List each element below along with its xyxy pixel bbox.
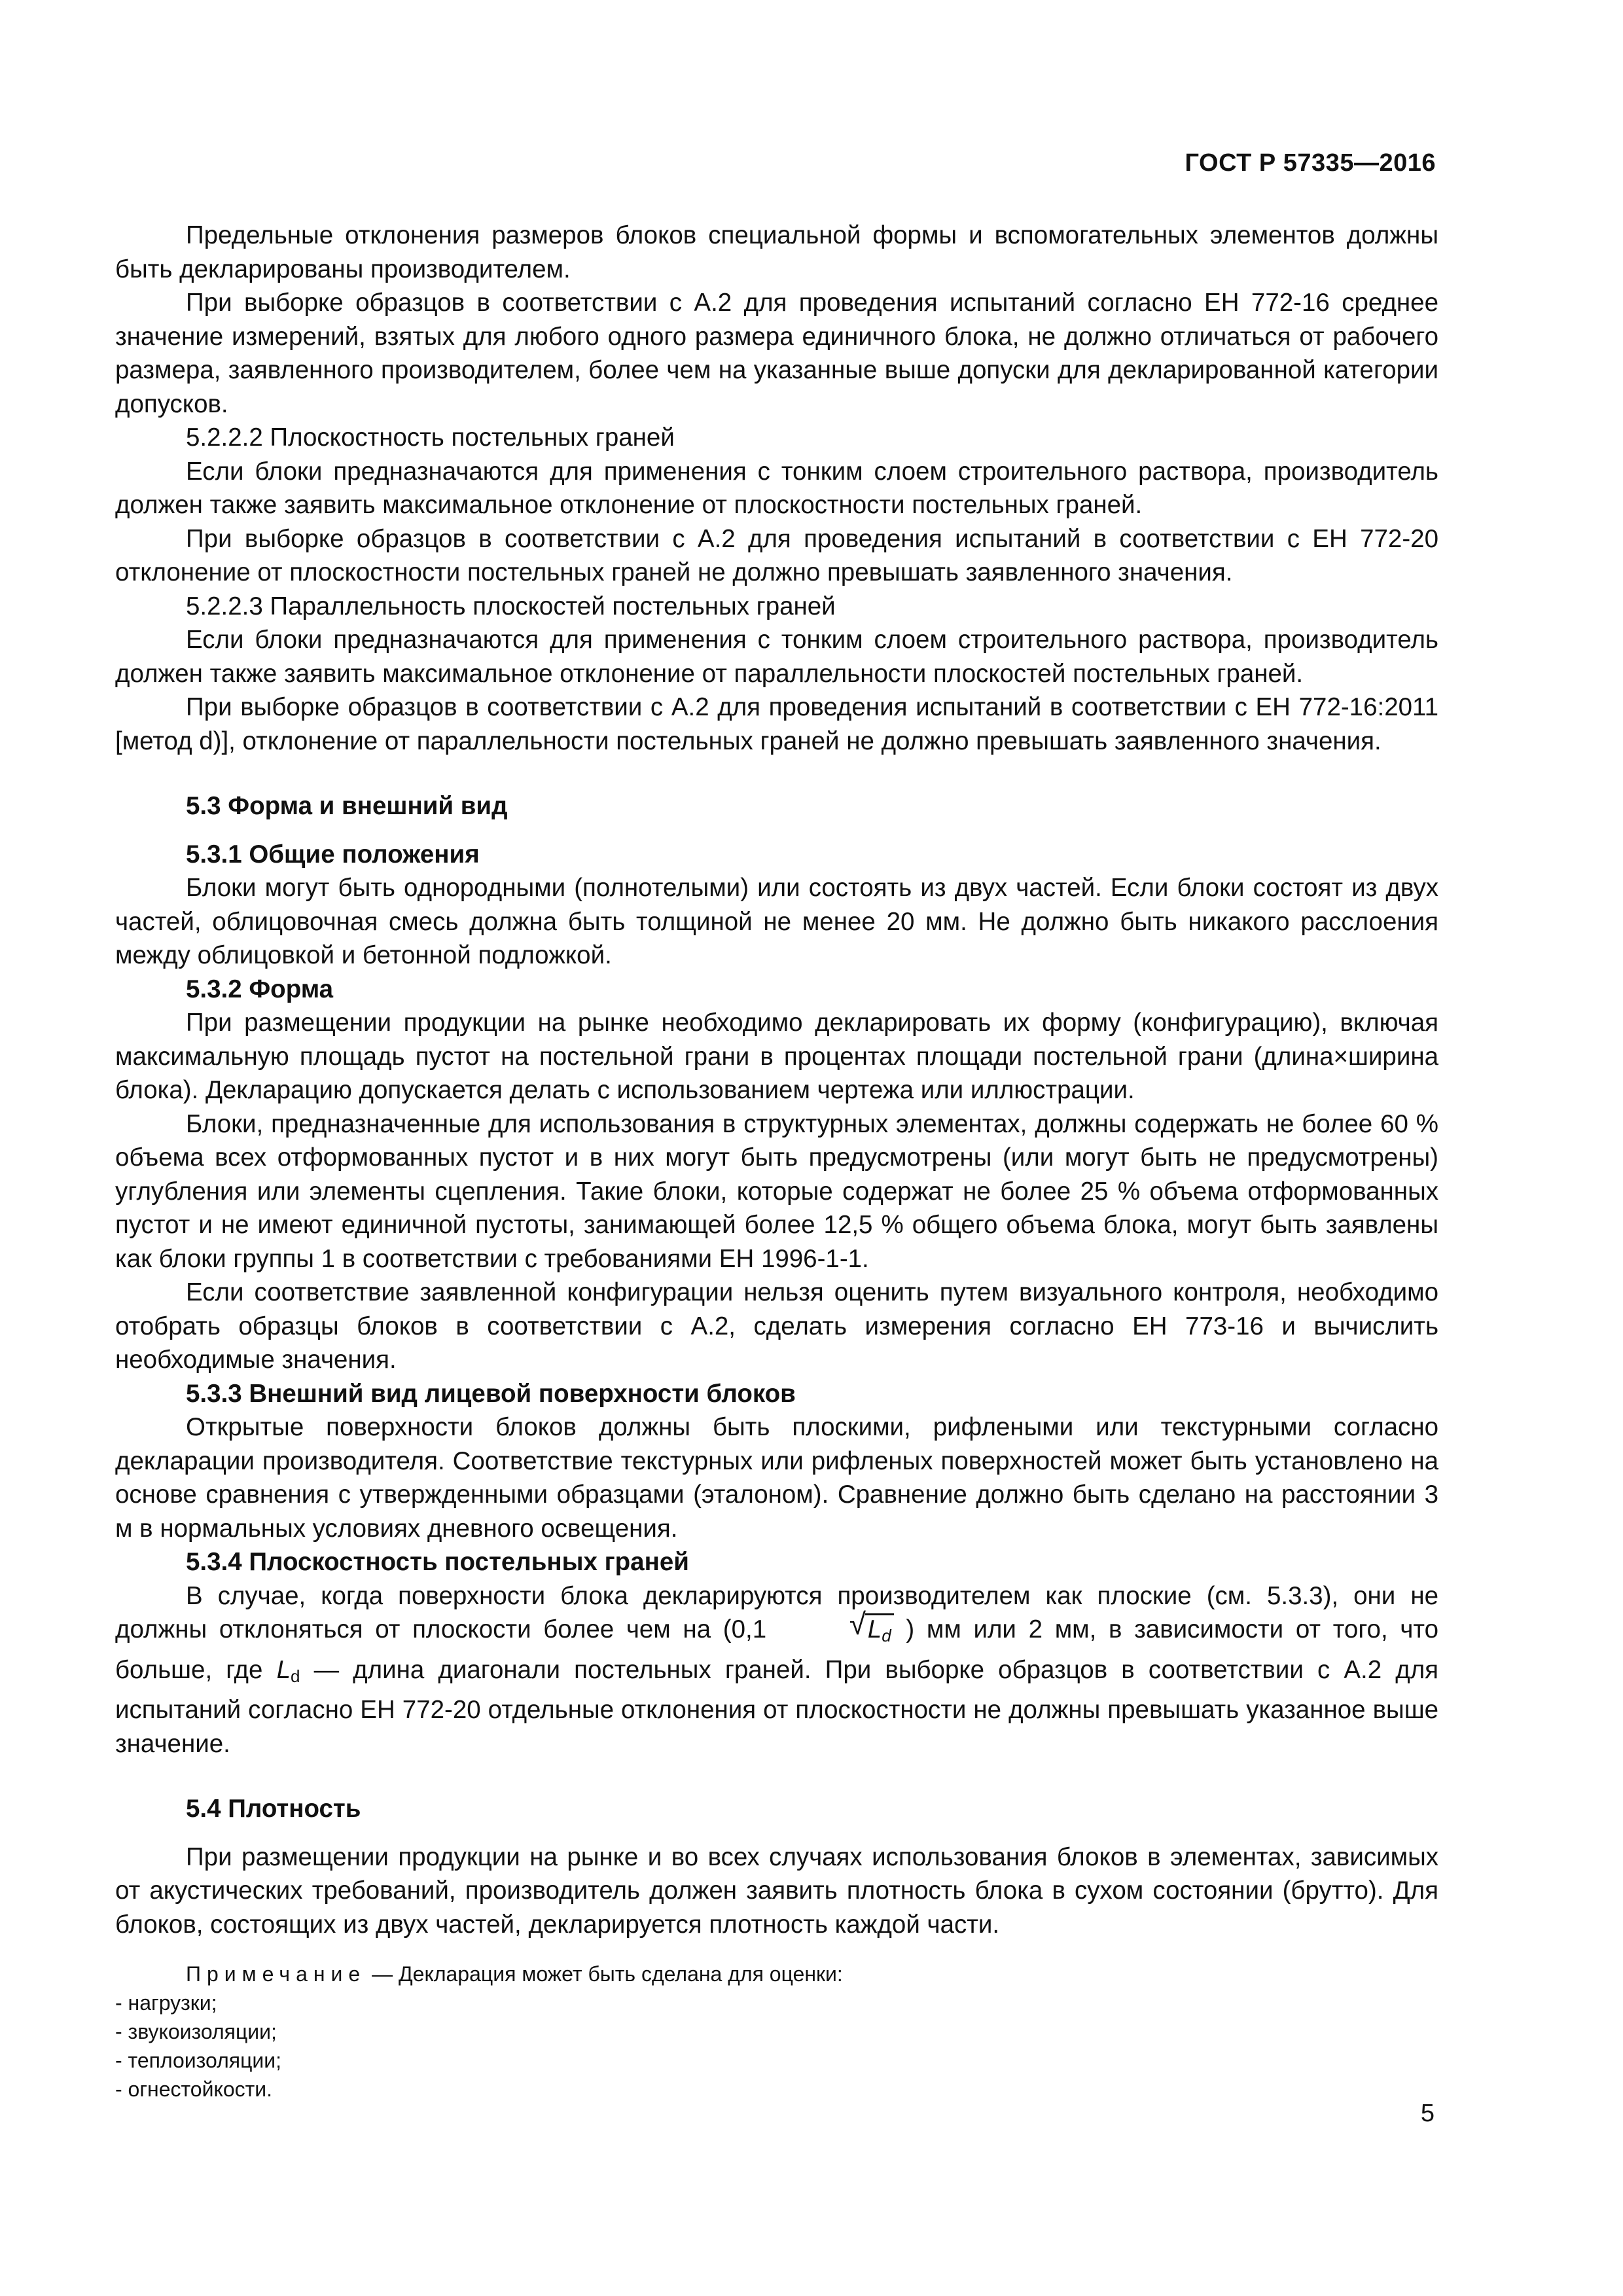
sqrt-symbol: √ [849,1607,866,1641]
note-list-item: - нагрузки; [115,1991,217,2015]
paragraph: Блоки, предназначенные для использования в структурных элементах, должны содержать не более 60 % объема всех отформованных пустот и в них могут быть предусмотрены (или могут быть не предусмотрены) углубления или элементы сцепления. Такие блоки, которые содержат не более 25 % объема отформованных пустот и не имеют единичной пустоты, занимающей более 12,5 % общего объема блока, могут быть заявлены как блоки группы 1 в соответствии с требованиями ЕН 1996-1-1. [115,1109,1438,1273]
subscript-d: d [882,1626,891,1645]
square-root-formula [779,1607,894,1653]
subsection-title-5-3-3: 5.3.3 Внешний вид лицевой поверхности блоков [186,1379,796,1408]
document-body [115,219,1438,2104]
radicand [865,1613,894,1643]
note-text: — Декларация может быть сделана для оценки: [366,1962,843,1986]
subsection-title-5-3-2: 5.3.2 Форма [186,975,334,1003]
text-run: ) мм или 2 мм, в зависимости от того, что больше, где [115,1615,1438,1684]
paragraph: Предельные отклонения размеров блоков специальной формы и вспомогательных элементов должны быть декларированы производителем. [115,221,1438,283]
clause-title-5-2-2-2: 5.2.2.2 Плоскостность постельных граней [186,423,675,452]
paragraph: При размещении продукции на рынке и во всех случаях использования блоков в элементах, зависимых от акустических требований, производитель должен заявить плотность блока в сухом состоянии (брутто). Для блоков, состоящих из двух частей, декларируется плотность каждой части. [115,1842,1438,1939]
paragraph: Блоки могут быть однородными (полнотелыми) или состоять из двух частей. Если блоки состоят из двух частей, облицовочная смесь должна быть толщиной не менее 20 мм. Не должно быть никакого расслоения между облицовкой и бетонной подложкой. [115,874,1438,969]
section-title-5-3: 5.3 Форма и внешний вид [186,792,508,820]
note-block [115,1960,1438,2104]
paragraph: Если соответствие заявленной конфигурации нельзя оценить путем визуального контроля, необходимо отобрать образцы блоков в соответствии с А.2, сделать измерения согласно ЕН 773-16 и вычислить необходимые значения. [115,1278,1438,1374]
note-intro [115,1960,1438,1988]
clause-title-5-2-2-3: 5.2.2.3 Параллельность плоскостей постельных граней [186,592,836,620]
section-title-5-4: 5.4 Плотность [186,1795,361,1823]
note-label: Примечание [186,1962,366,1986]
subscript-d: d [290,1666,300,1686]
paragraph: При выборке образцов в соответствии с А.2 для проведения испытаний в соответствии с ЕН 772-20 отклонение от плоскостности постельных граней не должно превышать заявленного значения. [115,524,1438,586]
paragraph: При размещении продукции на рынке необходимо декларировать их форму (конфигурацию), включая максимальную площадь пустот на постельной грани в процентах площади постельной грани (длина×ширина блока). Декларацию допускается делать с использованием чертежа или иллюстрации. [115,1009,1438,1104]
paragraph: Если блоки предназначаются для применения с тонким слоем строительного раствора, производитель должен также заявить максимальное отклонение от параллельности плоскостей постельных граней. [115,626,1438,688]
text-run: — длина диагонали постельных граней. При выборке образцов в соответствии с А.2 для испытаний согласно ЕН 772-20 отдельные отклонения от плоскостности не должны превышать указанное выше значение. [115,1655,1439,1758]
subsection-title-5-3-1: 5.3.1 Общие положения [186,840,480,869]
note-list-item: - огнестойкости. [115,2077,273,2101]
variable-L: L [867,1615,882,1643]
note-list-item: - звукоизоляции; [115,2020,277,2043]
subsection-title-5-3-4: 5.3.4 Плоскостность постельных граней [186,1548,689,1576]
page-number: 5 [1420,2100,1435,2127]
paragraph: Открытые поверхности блоков должны быть плоскими, рифлеными или текстурными согласно декларации производителя. Соответствие текстурных или рифленых поверхностей может быть установлено на основе сравнения с утвержденными образцами (эталоном). Сравнение должно быть сделано на расстоянии 3 м в нормальных условиях дневного освещения. [115,1413,1438,1543]
paragraph: При выборке образцов в соответствии с А.2 для проведения испытаний согласно ЕН 772-16 среднее значение измерений, взятых для любого одного размера единичного блока, не должно отличаться от рабочего размера, заявленного производителем, более чем на указанные выше допуски для декларированной категории допусков. [115,289,1438,418]
note-list-item: - теплоизоляции; [115,2049,282,2072]
text-run: В случае, когда поверхности блока декларируются производителем как плоские (см. 5.3.3), они не должны отклоняться от плоскости более чем на (0,1 [115,1581,1438,1643]
paragraph: При выборке образцов в соответствии с А.2 для проведения испытаний в соответствии с ЕН 772-16:2011 [метод d)], отклонение от параллельности постельных граней не должно превышать заявленного значения. [115,693,1438,755]
document-header: ГОСТ Р 57335—2016 [1185,149,1436,177]
paragraph: Если блоки предназначаются для применения с тонким слоем строительного раствора, производитель должен также заявить максимальное отклонение от плоскостности постельных граней. [115,457,1438,519]
paragraph-with-formula [115,1579,1438,1761]
variable-L: L [276,1655,291,1684]
